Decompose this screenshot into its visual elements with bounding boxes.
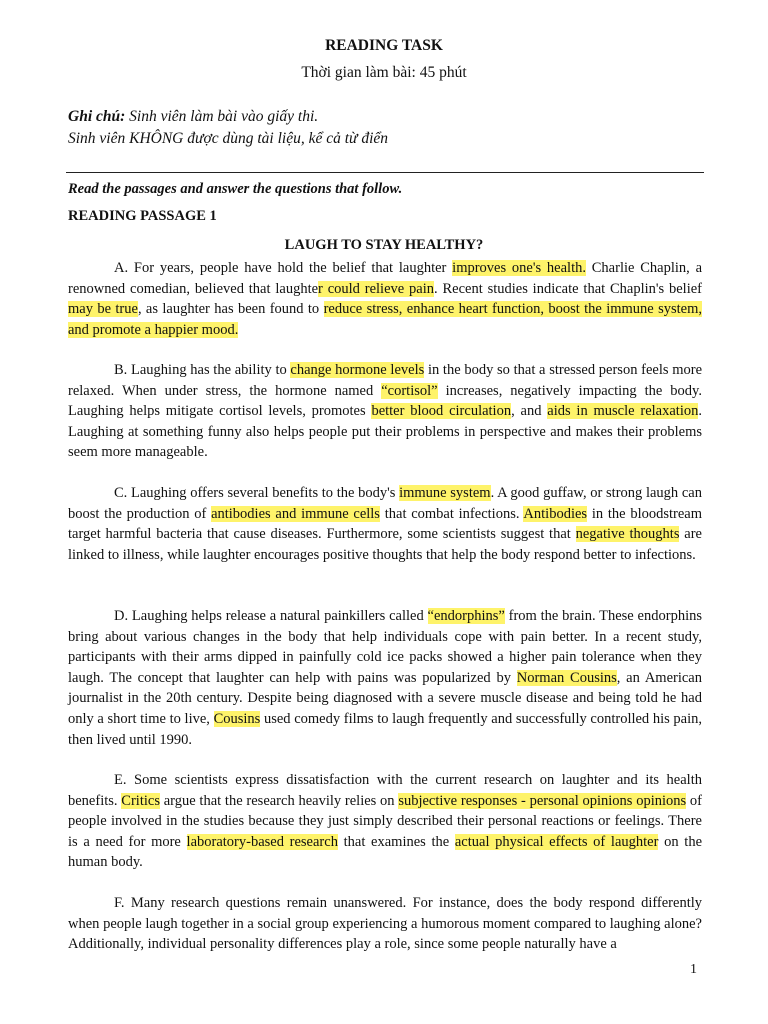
note-text-1: Sinh viên làm bài vào giấy thi. [125, 108, 319, 125]
note-label: Ghi chú: [68, 108, 126, 125]
paragraph-f [68, 893, 702, 955]
paragraph-text: F. Many research questions remain unanswered. For instance, does the body respond differently when people laugh together in a social group experiencing a humorous moment compared to laughing alone? Additionally, individual personality differences play a role, since some people naturally have a [68, 895, 702, 953]
time-limit: Thời gian làm bài: 45 phút [301, 64, 467, 81]
paragraph-text: in the bloodstream target harmful bacteria that cause diseases. Furthermore, some scientists suggest that [68, 505, 702, 543]
paragraph-text: . Recent studies indicate that Chaplin's belief [434, 280, 703, 297]
highlighted-text: “cortisol” [381, 382, 438, 399]
highlighted-text: subjective responses - personal opinions opinions [398, 792, 687, 809]
highlighted-text: better blood circulation [371, 403, 512, 420]
paragraph-c [68, 483, 702, 565]
highlighted-text: may be true [68, 301, 138, 318]
paragraph-text: that examines the [337, 833, 455, 850]
paragraph-text: C. Laughing offers several benefits to the body's [114, 485, 400, 501]
paragraph-text: , as laughter has been found to [137, 301, 324, 318]
highlighted-text: negative thoughts [575, 526, 680, 543]
paragraph-text: , and [511, 403, 548, 420]
paragraph-text: from the brain. These endorphins bring about various changes in the body that help individuals cope with pain better. In a recent study, participants with their arms dipped in painfully cold ice packs showed a higher pain tolerance when they laugh. The concept that laughter can help with pains was popularized by [68, 608, 702, 686]
highlighted-text: “endorphins” [427, 608, 505, 624]
divider [66, 172, 704, 173]
paragraph-text: argue that the research heavily relies on [159, 792, 399, 809]
paragraph-text: are linked to illness, while laughter encourages positive thoughts that help the body respond better to infections. [68, 526, 702, 563]
highlighted-text: improves one's health. [452, 260, 586, 276]
highlighted-text: aids in muscle relaxation [547, 403, 699, 420]
paragraph-text: , an American journalist in the 20th century. Despite being diagnosed with a severe muscle disease and being told he had only a short time to live, [68, 669, 702, 727]
page-title: READING TASK [325, 37, 443, 54]
highlighted-text: r could relieve pain [318, 280, 435, 297]
paragraph-text: A. For years, people have hold the belief that laughter [114, 260, 453, 276]
paragraph-text: used comedy films to laugh frequently and successfully controlled his pain, then lived until 1990. [68, 710, 703, 748]
highlighted-text: change hormone levels [290, 362, 425, 378]
highlighted-text: actual physical effects of laughter [454, 833, 659, 850]
exam-note [68, 106, 388, 150]
highlighted-text: Antibodies [523, 505, 588, 522]
paragraph-text: . Laughing at something funny also helps people put their problems in perspective and makes their problems seem more manageable. [68, 403, 702, 461]
highlighted-text: Cousins [213, 710, 261, 727]
paragraph-e [68, 770, 702, 873]
paragraph-text: . A good guffaw, or strong laugh can boost the production of [68, 485, 702, 522]
highlighted-text: Norman Cousins [516, 669, 617, 686]
passage-title: LAUGH TO STAY HEALTHY? [284, 237, 484, 253]
note-line-2: Sinh viên KHÔNG được dùng tài liệu, kể cả từ điển [68, 130, 389, 147]
paragraph-text: E. Some scientists express dissatisfaction with the current research on laughter and its health benefits. [68, 772, 702, 809]
paragraph-text: Charlie Chaplin, a renowned comedian, believed that laughte [68, 260, 703, 297]
page-number: 1 [690, 962, 697, 977]
highlighted-text: reduce stress, enhance heart function, boost the immune system, and promote a happier mood. [68, 301, 702, 338]
highlighted-text: laboratory-based research [186, 833, 338, 850]
paragraph-text: D. Laughing helps release a natural painkillers called [114, 608, 428, 624]
highlighted-text: immune system [399, 485, 491, 501]
note-line-1 [68, 106, 388, 128]
paragraph-text: B. Laughing has the ability to [114, 362, 291, 378]
highlighted-text: antibodies and immune cells [211, 505, 380, 522]
paragraph-text: on the human body. [68, 833, 703, 871]
instruction: Read the passages and answer the questions that follow. [68, 181, 403, 197]
passage-heading: READING PASSAGE 1 [68, 208, 217, 224]
paragraph-text: that combat infections. [379, 505, 524, 522]
highlighted-text: Critics [121, 792, 160, 809]
paragraph-text: of people involved in the studies because they just simply described their personal reactions or feelings. There is a need for more [68, 792, 702, 850]
paragraph-b [68, 360, 702, 463]
paragraph-a [68, 258, 702, 340]
paragraph-text: increases, negatively impacting the body. Laughing helps mitigate cortisol levels, promotes [68, 382, 702, 420]
paragraph-text: in the body so that a stressed person feels more relaxed. When under stress, the hormone named [68, 362, 703, 399]
paragraph-d [68, 606, 702, 750]
